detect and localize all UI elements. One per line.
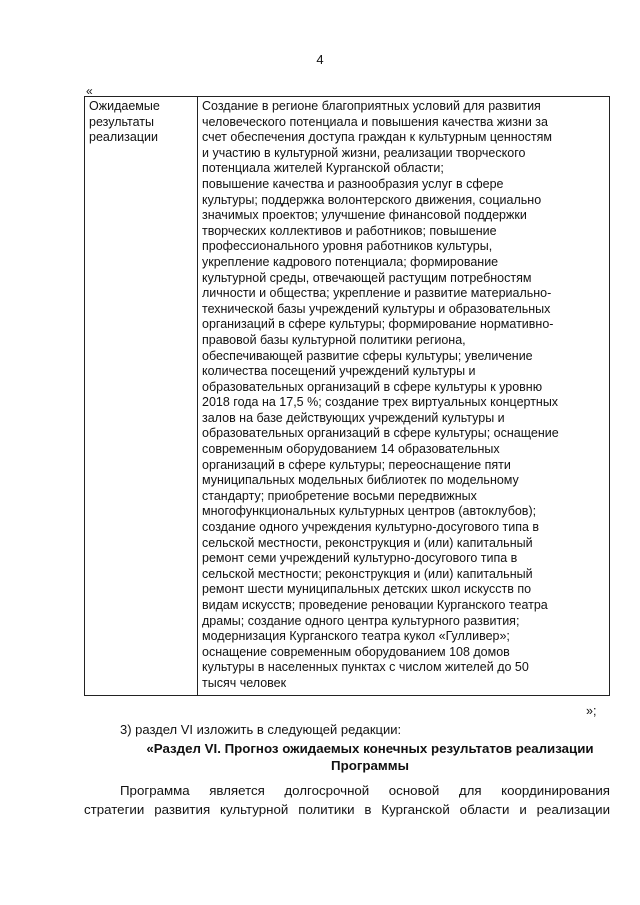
value-line: ремонт семи учреждений культурно-досугового типа в bbox=[202, 551, 518, 566]
row-label-line: реализации bbox=[89, 130, 158, 145]
value-line: счет обеспечения доступа граждан к культурным ценностям bbox=[202, 130, 552, 145]
value-line: творческих коллективов и работников; повышение bbox=[202, 223, 497, 238]
opening-quote: « bbox=[86, 84, 93, 98]
value-line: модернизация Курганского театра кукол «Гулливер»; bbox=[202, 629, 510, 644]
value-line: образовательных организаций в сфере культуры к уровню bbox=[202, 379, 543, 394]
value-line: залов на базе действующих учреждений культуры и bbox=[202, 410, 505, 425]
value-line: ремонт шести муниципальных детских школ искусств по bbox=[202, 582, 532, 597]
value-line: организаций в сфере культуры; переоснащение пяти bbox=[202, 457, 511, 472]
value-line: создание одного учреждения культурно-досугового типа в bbox=[202, 520, 540, 535]
value-line: технической базы учреждений культуры и образовательных bbox=[202, 301, 551, 316]
value-line: стандарту; приобретение восьми передвижных bbox=[202, 488, 477, 503]
value-line: 2018 года на 17,5 %; создание трех виртуальных концертных bbox=[202, 395, 559, 410]
value-line: укрепление кадрового потенциала; формирование bbox=[202, 254, 499, 269]
row-label-cell bbox=[85, 97, 198, 696]
value-line: муниципальных модельных библиотек по модельному bbox=[202, 473, 519, 488]
value-line: и участию в культурной жизни, реализации творческого bbox=[202, 145, 526, 160]
value-line: личности и общества; укрепление и развитие материально- bbox=[202, 286, 552, 301]
value-line: значимых проектов; улучшение финансовой поддержки bbox=[202, 208, 527, 223]
section-title-line: «Раздел VI. Прогноз ожидаемых конечных результатов реализации bbox=[146, 741, 594, 756]
value-line: повышение качества и разнообразия услуг в сфере bbox=[202, 176, 504, 191]
value-line: драмы; создание одного центра культурного развития; bbox=[202, 613, 520, 628]
value-line: культурной среды, отвечающей растущим потребностям bbox=[202, 270, 532, 285]
results-table bbox=[84, 96, 610, 696]
row-label-line: результаты bbox=[89, 114, 154, 129]
value-line: оснащение современным оборудованием 108 домов bbox=[202, 644, 510, 659]
paragraph-line: Программа является долгосрочной основой для координирования bbox=[120, 783, 610, 798]
value-line: современным оборудованием 14 образовательных bbox=[202, 442, 500, 457]
value-line: тысяч человек bbox=[202, 675, 287, 690]
amendment-line: 3) раздел VI изложить в следующей редакции: bbox=[120, 722, 402, 737]
section-title-line: Программы bbox=[331, 758, 409, 773]
row-label-line: Ожидаемые bbox=[89, 99, 160, 113]
value-line: культуры; поддержка волонтерского движения, социально bbox=[202, 192, 542, 207]
value-line: организаций в сфере культуры; формирование нормативно- bbox=[202, 317, 554, 332]
value-line: сельской местности, реконструкция и (или) капитальный bbox=[202, 535, 533, 550]
page-number: 4 bbox=[316, 52, 324, 67]
row-value-cell bbox=[198, 97, 610, 696]
value-line: обеспечивающей развитие сферы культуры; увеличение bbox=[202, 348, 533, 363]
value-line: образовательных организаций в сфере культуры; оснащение bbox=[202, 426, 559, 441]
value-line: количества посещений учреждений культуры и bbox=[202, 364, 476, 379]
paragraph-line: стратегии развития культурной политики в Курганской области и реализации bbox=[84, 802, 610, 817]
closing-quote: »; bbox=[586, 704, 597, 718]
section-title bbox=[90, 740, 640, 774]
value-line: сельской местности; реконструкция и (или) капитальный bbox=[202, 566, 533, 581]
value-line: профессионального уровня работников культуры, bbox=[202, 239, 493, 254]
value-line: Создание в регионе благоприятных условий для развития bbox=[202, 99, 541, 113]
value-line: культуры в населенных пунктах с числом жителей до 50 bbox=[202, 660, 529, 675]
value-line: многофункциональных культурных центров (автоклубов); bbox=[202, 504, 537, 519]
value-line: правовой базы культурной политики региона, bbox=[202, 332, 466, 347]
value-line: потенциала жителей Курганской области; bbox=[202, 161, 444, 176]
value-line: видам искусств; проведение реновации Курганского театра bbox=[202, 598, 548, 612]
table-row bbox=[85, 97, 610, 696]
value-line: человеческого потенциала и повышения качества жизни за bbox=[202, 114, 548, 129]
